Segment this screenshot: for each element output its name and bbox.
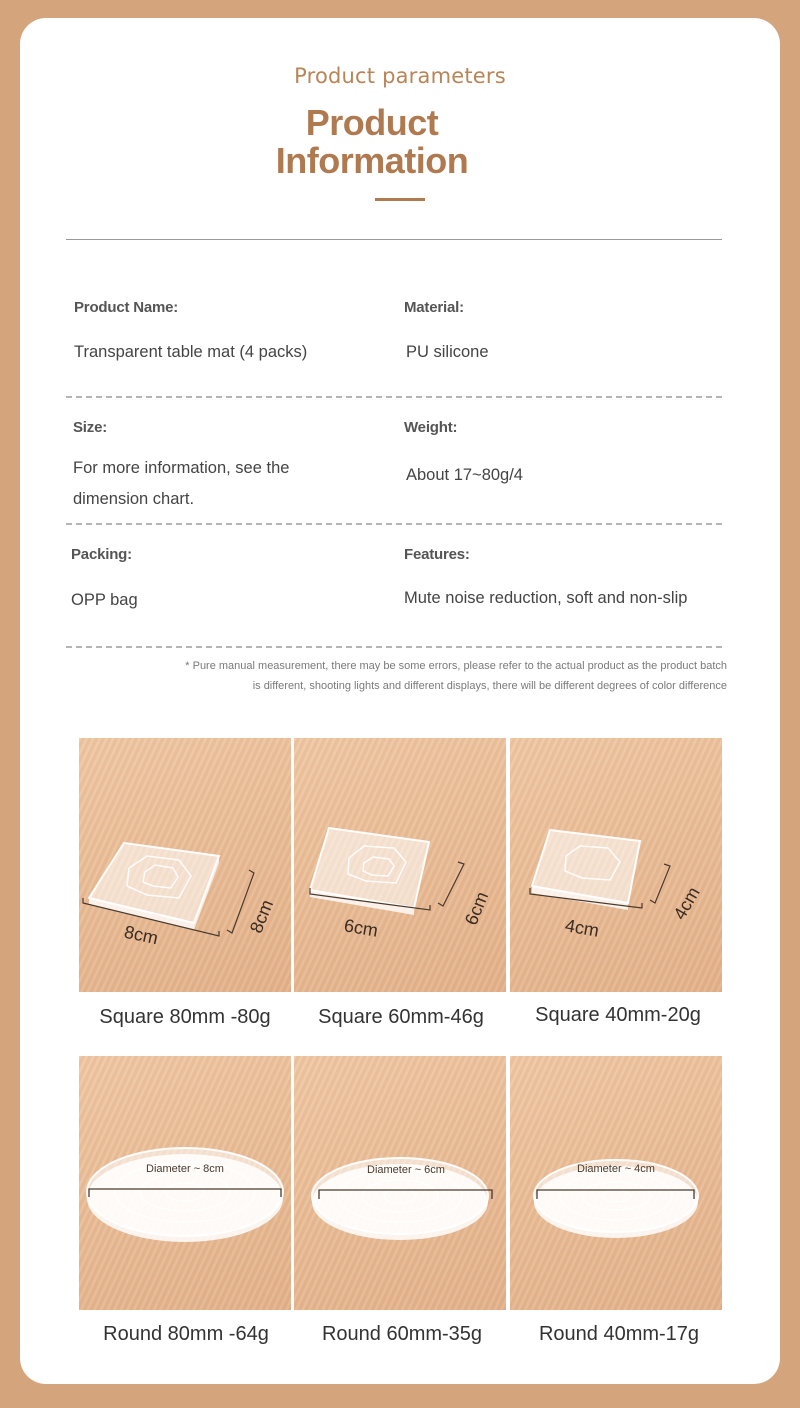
square-mat-icon [294,738,506,992]
dim-height-label: 6cm [460,888,493,928]
dim-width-label: 4cm [563,915,601,941]
spec-value-features: Mute noise reduction, soft and non-slip [404,589,688,607]
product-photo-round-80 [79,1056,291,1310]
round-mat-icon [79,1056,291,1310]
round-mat-icon [510,1056,722,1310]
product-caption: Square 60mm-46g [318,1006,484,1028]
spec-label-material: Material: [404,299,464,316]
spec-value-material: PU silicone [406,343,489,361]
measurement-note-line1: * Pure manual measurement, there may be some errors, please refer to the actual product as the product batch [185,660,727,672]
square-mat-icon [79,738,291,992]
page-title: Product Information [275,102,469,181]
spec-value-product-name: Transparent table mat (4 packs) [74,343,308,361]
product-caption: Square 40mm-20g [535,1004,701,1026]
square-mat-icon [510,738,722,992]
spec-value-packing: OPP bag [71,591,138,609]
product-photo-square-80 [79,738,291,992]
spec-label-packing: Packing: [71,546,132,563]
product-photo-round-40 [510,1056,722,1310]
row-divider [66,523,722,525]
product-photo-round-60 [294,1056,506,1310]
dim-width-label: 8cm [122,921,160,949]
diameter-label: Diameter ~ 6cm [367,1164,445,1176]
title-underline [375,198,425,201]
dim-height-label: 8cm [245,896,278,936]
diameter-label: Diameter ~ 4cm [577,1163,655,1175]
spec-label-product-name: Product Name: [74,299,179,316]
row-divider [66,646,722,648]
spec-value-weight: About 17~80g/4 [406,466,523,484]
header-divider [66,239,722,240]
spec-label-weight: Weight: [404,419,458,436]
product-photo-square-40 [510,738,722,992]
dim-width-label: 6cm [342,915,380,941]
section-subtitle: Product parameters [294,64,506,88]
diameter-label: Diameter ~ 8cm [146,1163,224,1175]
product-caption: Round 60mm-35g [321,1323,483,1345]
product-photo-square-60 [294,738,506,992]
spec-label-size: Size: [73,419,108,436]
spec-value-size-line1: For more information, see the [73,459,290,477]
row-divider [66,396,722,398]
dim-height-label: 4cm [669,883,704,923]
spec-value-size-line2: dimension chart. [73,490,195,508]
round-mat-icon [294,1056,506,1310]
product-caption: Round 40mm-17g [538,1323,700,1345]
product-caption: Square 80mm -80g [99,1006,271,1028]
product-caption: Round 80mm -64g [103,1323,269,1345]
spec-label-features: Features: [404,546,470,563]
measurement-note-line2: is different, shooting lights and different displays, there will be different degrees of color difference [252,680,727,692]
